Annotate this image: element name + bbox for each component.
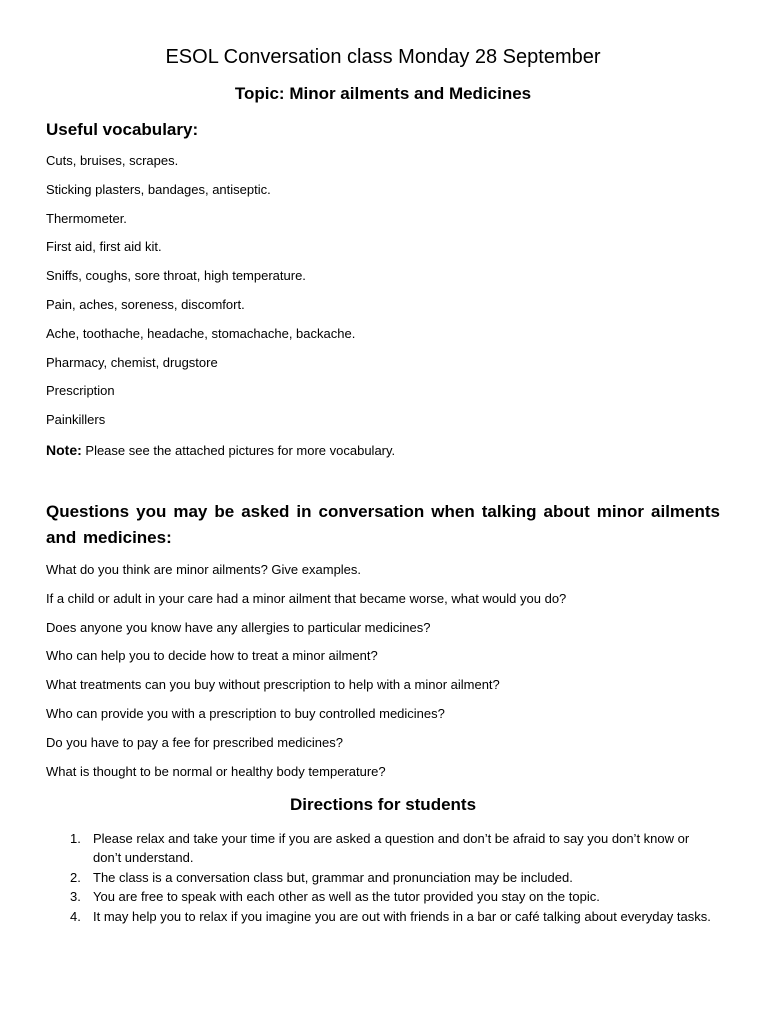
direction-number: 3. [70, 889, 81, 905]
questions-heading: Questions you may be asked in conversation when talking about minor ailments and medicines: [46, 502, 720, 547]
direction-number: 1. [70, 831, 81, 846]
direction-text: You are free to speak with each other as well as the tutor provided you stay on the topic. [93, 889, 600, 905]
direction-number: 2. [70, 869, 81, 885]
vocabulary-list [46, 153, 720, 441]
vocabulary-item: First aid, first aid kit. [46, 239, 162, 255]
directions-heading: Directions for students [289, 795, 477, 814]
vocabulary-item: Pharmacy, chemist, drugstore [46, 354, 218, 370]
vocabulary-item: Painkillers [46, 412, 106, 428]
direction-text: Please relax and take your time if you are asked a question and don’t be afraid to say you don’t know or don’t understand. [93, 831, 690, 866]
question-item: If a child or adult in your care had a minor ailment that became worse, what would you do? [46, 590, 567, 606]
direction-item [46, 887, 720, 906]
vocabulary-item: Sniffs, coughs, sore throat, high temperature. [46, 268, 306, 284]
topic-heading: Topic: Minor ailments and Medicines [234, 84, 532, 103]
vocabulary-note [46, 442, 395, 459]
vocabulary-item: Pain, aches, soreness, discomfort. [46, 296, 245, 312]
vocabulary-item: Sticking plasters, bandages, antiseptic. [46, 181, 271, 197]
vocabulary-heading: Useful vocabulary: [46, 120, 199, 139]
direction-item [46, 907, 720, 926]
question-item: What treatments can you buy without prescription to help with a minor ailment? [46, 677, 500, 693]
question-item: Do you have to pay a fee for prescribed medicines? [46, 734, 344, 750]
vocabulary-item: Thermometer. [46, 210, 127, 226]
question-item: What is thought to be normal or healthy body temperature? [46, 763, 386, 779]
direction-text: It may help you to relax if you imagine you are out with friends in a bar or café talking about everyday tasks. [93, 908, 711, 924]
vocabulary-item: Ache, toothache, headache, stomachache, backache. [46, 325, 356, 341]
question-item: Who can help you to decide how to treat a minor ailment? [46, 648, 378, 664]
question-item: What do you think are minor ailments? Give examples. [46, 562, 362, 577]
question-item: Who can provide you with a prescription to buy controlled medicines? [46, 705, 445, 721]
note-text: Please see the attached pictures for more vocabulary. [81, 443, 396, 458]
direction-item [46, 829, 720, 868]
questions-list [46, 562, 720, 792]
document-title: ESOL Conversation class Monday 28 September [165, 46, 601, 68]
direction-number: 4. [70, 908, 81, 924]
directions-list [46, 829, 720, 926]
direction-item [46, 868, 720, 887]
vocabulary-item: Cuts, bruises, scrapes. [46, 153, 179, 168]
vocabulary-item: Prescription [46, 383, 115, 399]
direction-text: The class is a conversation class but, grammar and pronunciation may be included. [93, 869, 573, 885]
question-item: Does anyone you know have any allergies to particular medicines? [46, 619, 431, 635]
note-label: Note: [46, 442, 82, 458]
